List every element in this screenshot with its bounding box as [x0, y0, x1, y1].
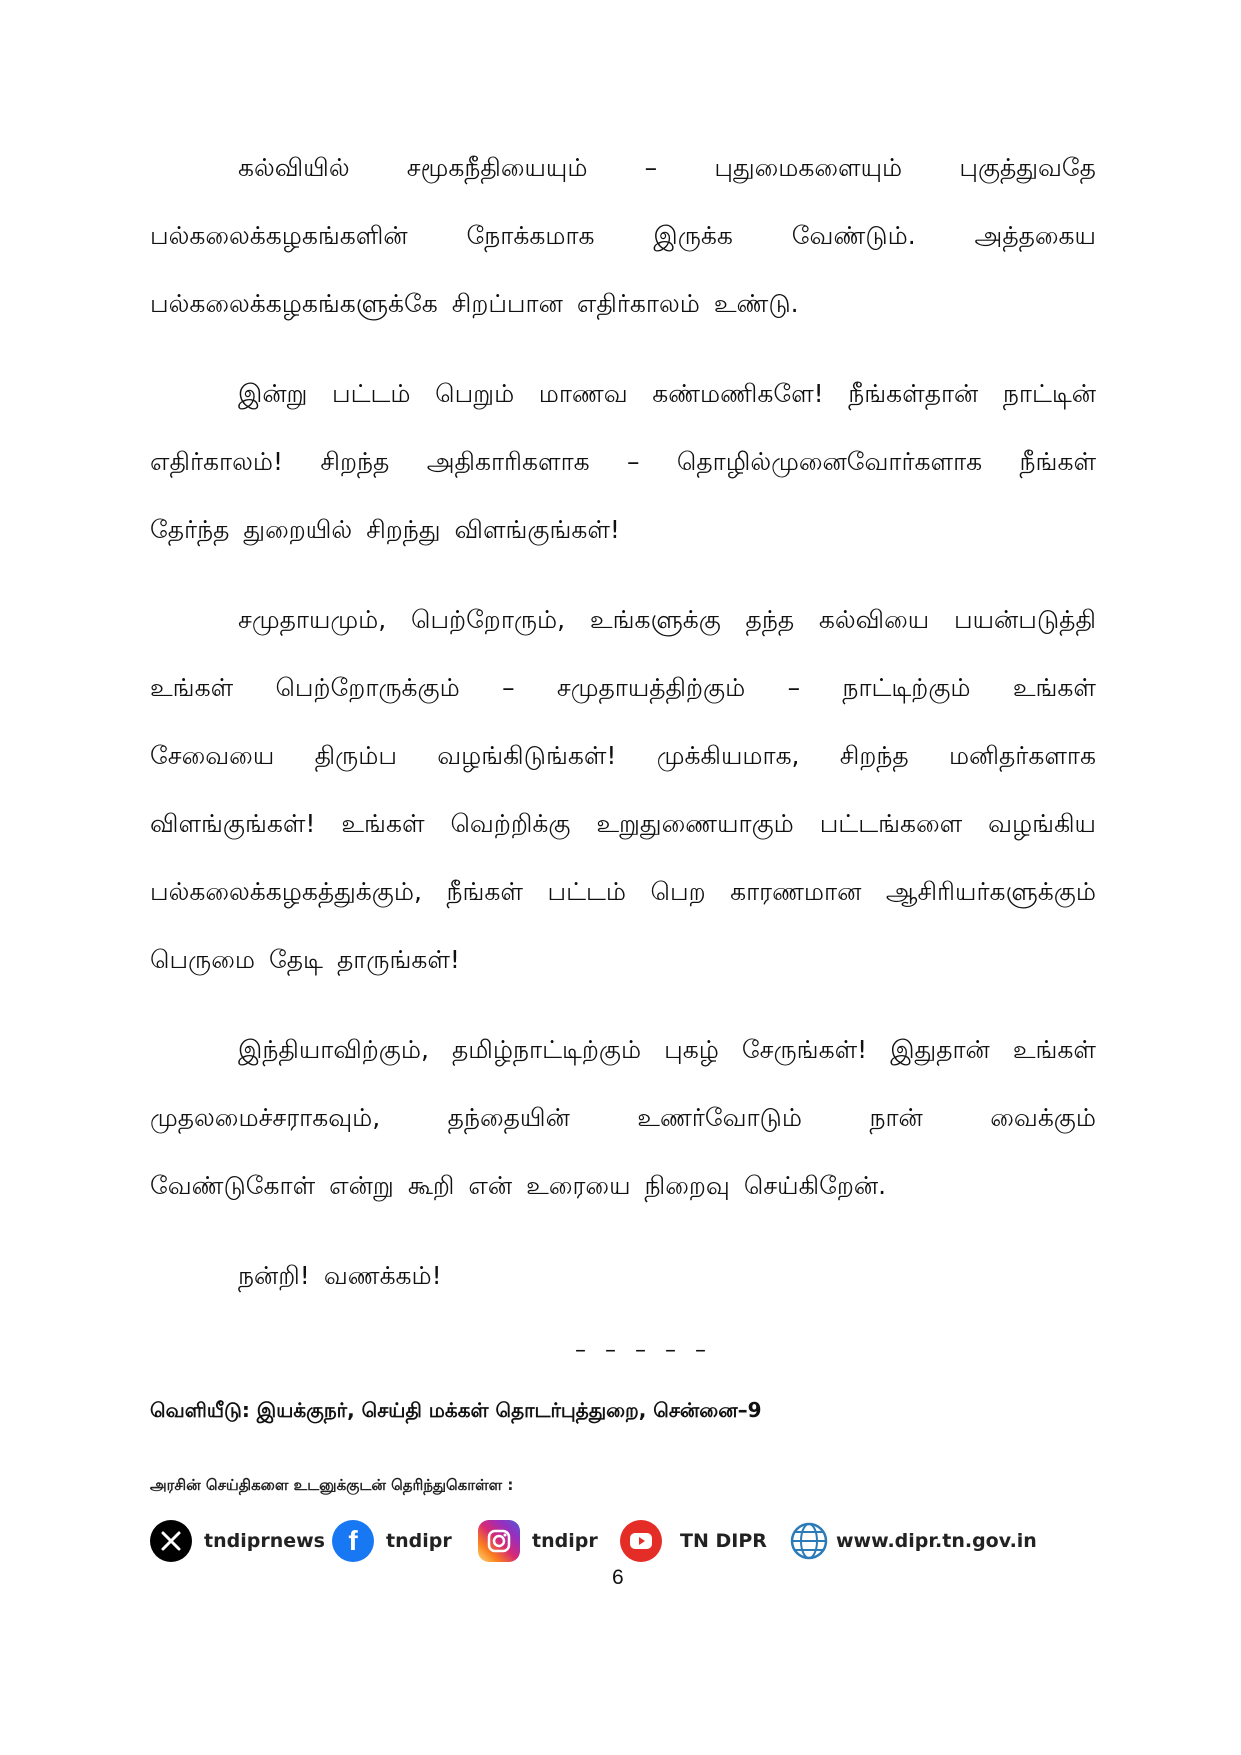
text-line	[150, 284, 1096, 324]
word: மாணவ	[538, 379, 628, 408]
word: முதலமைச்சராகவும்,	[150, 1103, 381, 1132]
social-youtube[interactable]	[620, 1518, 767, 1564]
word: உங்கள்	[150, 673, 234, 702]
word: சமூகநீதியையும்	[406, 153, 588, 182]
word: பல்கலைக்கழகங்களுக்கே	[150, 289, 438, 318]
social-label: TN DIPR	[680, 1530, 767, 1552]
text-line	[150, 1256, 1096, 1296]
word: சிறந்த	[320, 447, 390, 476]
word: தேடி	[269, 945, 323, 974]
word: பெருமை	[150, 945, 256, 974]
word: விளங்குங்கள்!	[150, 809, 316, 838]
follow-prompt: அரசின் செய்திகளை உடனுக்குடன் தெரிந்துகொள்ள :	[150, 1476, 514, 1494]
word: பல்கலைக்கழகங்களின்	[150, 221, 408, 250]
word: புகுத்துவதே	[959, 153, 1096, 182]
word: துறையில்	[243, 515, 353, 544]
word: வணக்கம்!	[323, 1261, 442, 1290]
word: அத்தகைய	[974, 221, 1096, 250]
word: மனிதர்களாக	[949, 741, 1096, 770]
word: பெற்றோரும்,	[410, 605, 566, 634]
word: கூறி	[407, 1171, 455, 1200]
page-number: 6	[612, 1566, 624, 1589]
word: பட்டம்	[547, 877, 626, 906]
word: பயன்படுத்தி	[953, 605, 1096, 634]
word: உறுதுணையாகும்	[596, 809, 794, 838]
word: என்று	[329, 1171, 394, 1200]
text-line	[150, 804, 1096, 844]
word: எதிர்காலம்!	[150, 447, 283, 476]
word: தாருங்கள்!	[336, 945, 460, 974]
social-label: tndipr	[386, 1530, 452, 1552]
section-separator: – – – – –	[575, 1338, 712, 1363]
social-website[interactable]	[788, 1518, 1037, 1564]
text-line	[150, 374, 1096, 414]
word: உங்கள்	[341, 809, 425, 838]
word: பெற்றோருக்கும்	[275, 673, 460, 702]
text-line	[150, 600, 1096, 640]
text-line	[150, 510, 1096, 550]
word: நீங்கள்தான்	[848, 379, 979, 408]
social-label: tndiprnews	[204, 1530, 325, 1552]
word: உரையை	[526, 1171, 631, 1200]
word: சிறந்து	[366, 515, 441, 544]
word: பல்கலைக்கழகத்துக்கும்,	[150, 877, 422, 906]
word: –	[787, 673, 801, 702]
word: வேண்டுகோள்	[150, 1171, 316, 1200]
text-line	[150, 736, 1096, 776]
word: கல்வியில்	[238, 153, 350, 182]
text-line	[150, 216, 1096, 256]
text-line	[150, 668, 1096, 708]
word: புகழ்	[664, 1035, 719, 1064]
text-line	[150, 1098, 1096, 1138]
word: கண்மணிகளே!	[652, 379, 824, 408]
globe-icon	[788, 1520, 830, 1562]
word: வழங்கிய	[988, 809, 1096, 838]
word: சமுதாயத்திற்கும்	[556, 673, 746, 702]
word: தந்தையின்	[447, 1103, 570, 1132]
word: காரணமான	[730, 877, 862, 906]
word: முக்கியமாக,	[656, 741, 800, 770]
word: நாட்டிற்கும்	[842, 673, 971, 702]
text-line	[150, 442, 1096, 482]
text-line	[150, 148, 1096, 188]
word: சமுதாயமும்,	[238, 605, 387, 634]
word: நிறைவு	[644, 1171, 730, 1200]
text-line	[150, 872, 1096, 912]
word: –	[627, 447, 640, 476]
facebook-logo-icon: f	[332, 1520, 374, 1562]
word: –	[502, 673, 515, 702]
word: தந்த	[745, 605, 795, 634]
word: தொழில்முனைவோர்களாக	[676, 447, 983, 476]
word: என்	[468, 1171, 513, 1200]
word: பெறும்	[435, 379, 515, 408]
publisher-line: வெளியீடு: இயக்குநர், செய்தி மக்கள் தொடர்புத்துறை, சென்னை–9	[150, 1398, 762, 1422]
word: பெற	[650, 877, 706, 906]
word: நோக்கமாக	[466, 221, 595, 250]
word: சேருங்கள்!	[741, 1035, 868, 1064]
word: உண்டு.	[713, 289, 799, 318]
word: திரும்ப	[314, 741, 397, 770]
word: வெற்றிக்கு	[450, 809, 571, 838]
word: வழங்கிடுங்கள்!	[437, 741, 617, 770]
word: நீங்கள்	[446, 877, 523, 906]
word: நீங்கள்	[1019, 447, 1096, 476]
word: பட்டம்	[332, 379, 411, 408]
social-facebook[interactable]	[332, 1518, 452, 1564]
text-line	[150, 1030, 1096, 1070]
social-label: tndipr	[532, 1530, 598, 1552]
word: தேர்ந்த	[150, 515, 230, 544]
word: உணர்வோடும்	[637, 1103, 802, 1132]
word: எதிர்காலம்	[576, 289, 700, 318]
word: கல்வியை	[818, 605, 930, 634]
text-line	[150, 1166, 1096, 1206]
word: இருக்க	[653, 221, 733, 250]
word: பட்டங்களை	[819, 809, 963, 838]
social-links	[150, 1518, 1037, 1564]
word: நாட்டின்	[1002, 379, 1096, 408]
x-logo-icon	[150, 1520, 192, 1562]
word: சேவையை	[150, 741, 275, 770]
word: உங்களுக்கு	[589, 605, 721, 634]
word: வைக்கும்	[990, 1103, 1096, 1132]
word: சிறந்த	[839, 741, 909, 770]
text-line	[150, 940, 1096, 980]
social-x[interactable]	[150, 1518, 325, 1564]
word: நான்	[869, 1103, 923, 1132]
word: உங்கள்	[1012, 1035, 1096, 1064]
word: –	[644, 153, 658, 182]
word: அதிகாரிகளாக	[426, 447, 590, 476]
word: வேண்டும்.	[791, 221, 916, 250]
word: இன்று	[238, 379, 308, 408]
word: உங்கள்	[1012, 673, 1096, 702]
social-instagram[interactable]	[478, 1518, 598, 1564]
word: ஆசிரியர்களுக்கும்	[885, 877, 1096, 906]
word: நன்றி!	[238, 1261, 310, 1290]
word: இதுதான்	[890, 1035, 990, 1064]
word: இந்தியாவிற்கும்,	[238, 1035, 429, 1064]
instagram-logo-icon	[478, 1520, 520, 1562]
youtube-logo-icon	[620, 1520, 662, 1562]
word: சிறப்பான	[451, 289, 563, 318]
word: செய்கிறேன்.	[743, 1171, 887, 1200]
social-label: www.dipr.tn.gov.in	[836, 1530, 1037, 1552]
word: புதுமைகளையும்	[714, 153, 903, 182]
word: தமிழ்நாட்டிற்கும்	[451, 1035, 642, 1064]
word: விளங்குங்கள்!	[454, 515, 620, 544]
